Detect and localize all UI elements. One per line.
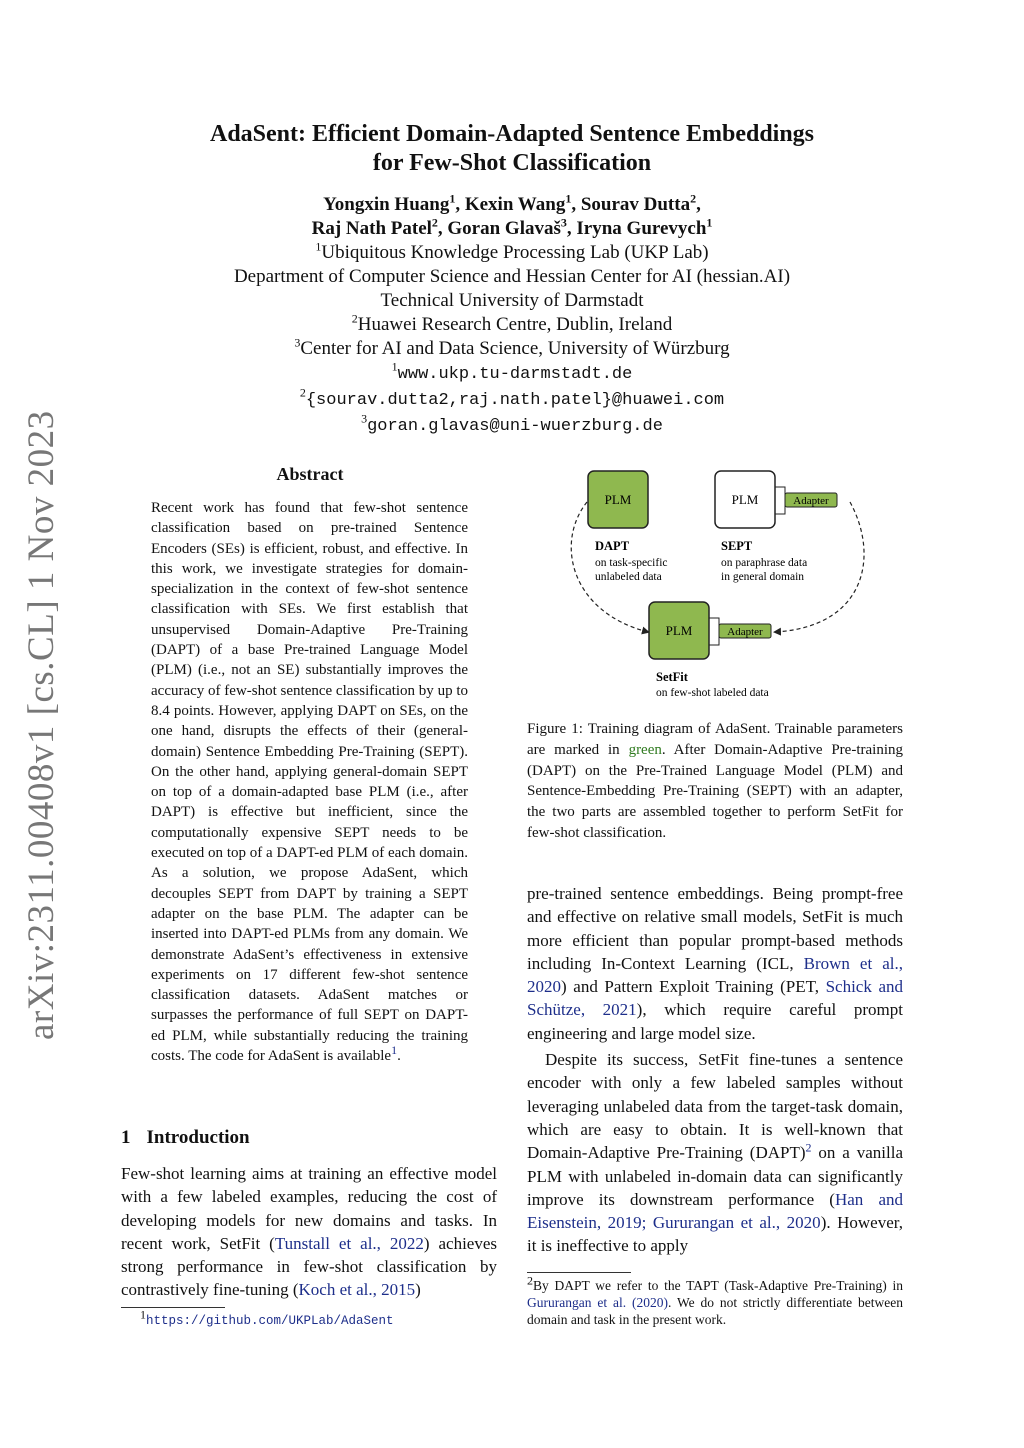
- author-name: , Sourav Dutta: [571, 194, 691, 215]
- author-line-2: [0, 217, 1024, 241]
- paragraph: [527, 882, 903, 1045]
- citation-link[interactable]: Tunstall et al., 2022: [274, 1233, 424, 1253]
- footnote-1: [140, 1307, 394, 1328]
- author-name: , Kexin Wang: [455, 194, 566, 215]
- caption-green-word: green: [628, 741, 662, 758]
- footnote-2: [527, 1273, 904, 1328]
- paragraph: [527, 1048, 903, 1258]
- citation-link[interactable]: Brown et al., 2020: [527, 953, 903, 997]
- footnote-number: 2: [527, 1273, 533, 1288]
- affil-mark: 1: [315, 239, 322, 254]
- repo-link[interactable]: https://github.com/UKPLab/AdaSent: [146, 1314, 394, 1328]
- abstract-end: .: [397, 1048, 401, 1065]
- footnote-marker[interactable]: 2: [805, 1140, 812, 1155]
- affil-mark: 3: [361, 411, 368, 426]
- body-text: pre-trained sentence embeddings. Being prompt-free and effective on relative small models, SetFit is much more efficient than popular prompt-based methods including In-Context Learning (ICL,: [527, 884, 903, 973]
- body-text: on a vanilla PLM with unlabeled in-domain data can significantly improve its downstream performance (: [527, 1143, 903, 1209]
- setfit-title: SetFit: [656, 670, 688, 684]
- affiliation-text: Center for AI and Data Science, University of Würzburg: [300, 338, 730, 359]
- affiliation-line: [0, 241, 1024, 265]
- abstract-heading: Abstract: [276, 464, 344, 484]
- plm-label: PLM: [731, 492, 759, 507]
- author-affil-mark: 2: [690, 191, 697, 206]
- title-line-1: AdaSent: Efficient Domain-Adapted Sentence Embeddings: [209, 121, 815, 147]
- sept-title: SEPT: [721, 539, 753, 553]
- footnote-marker[interactable]: 1: [391, 1043, 398, 1058]
- training-diagram: [560, 462, 880, 702]
- sept-desc: in general domain: [721, 571, 805, 583]
- caption-text: . After Domain-Adaptive Pre-training (DAPT) on the Pre-Trained Language Model (PLM) and Sentence-Embedding Pre-Training (SEPT) with an adapter, the two parts are assembled together to perform SetFit for few-shot classification.: [527, 741, 903, 841]
- author-name: Yongxin Huang: [323, 194, 450, 215]
- section-heading: [121, 1127, 250, 1149]
- caption-text: Figure 1: Training diagram of AdaSent. Trainable parameters are marked in: [527, 721, 903, 758]
- email-address[interactable]: {sourav.dutta2,raj.nath.patel}@huawei.com: [305, 391, 725, 410]
- plm-label: PLM: [604, 492, 632, 507]
- dapt-title: DAPT: [595, 539, 630, 553]
- plm-label: PLM: [665, 623, 693, 638]
- body-text: ). However, it is ineffective to apply: [527, 1213, 903, 1256]
- email-address[interactable]: goran.glavas@uni-wuerzburg.de: [367, 417, 663, 436]
- affiliation-text: Department of Computer Science and Hessian Center for AI (hessian.AI): [233, 266, 791, 287]
- affiliation-text: Ubiquitous Knowledge Processing Lab (UKP Lab): [321, 242, 709, 263]
- affiliation-text: Huawei Research Centre, Dublin, Ireland: [357, 314, 673, 335]
- body-text: Despite its success, SetFit fine-tunes a sentence encoder with only a few labeled samples without leveraging unlabeled data from the target-task domain, which are easy to obtain. It is well-known that Domain-Adaptive Pre-Training (DAPT): [527, 1050, 903, 1163]
- body-text: ), which require careful prompt engineering and large model size.: [527, 1000, 903, 1043]
- affiliation-line: [0, 289, 1024, 313]
- affiliation-line: [0, 265, 1024, 289]
- author-line-1: [0, 193, 1024, 217]
- section-title: Introduction: [146, 1127, 250, 1148]
- affiliations: [0, 241, 1024, 439]
- adapter-connector: [775, 487, 785, 514]
- author-affil-mark: 1: [565, 191, 572, 206]
- affil-mark: 2: [351, 311, 358, 326]
- author-affil-mark: 2: [431, 215, 438, 230]
- arxiv-stamp: arXiv:2311.00408v1 [cs.CL] 1 Nov 2023: [21, 410, 62, 1040]
- body-text: ): [415, 1280, 421, 1300]
- abstract-text: Recent work has found that few-shot sentence classification based on pre-trained Sentence Encoders (SEs) is efficient, robust, and effective. In this work, we investigate strategies for domain-specialization in the context of few-shot sentence classification with SEs. We first establish that unsupervised Domain-Adaptive Pre-Training (DAPT) of a base Pre-trained Language Model (PLM) (i.e., not an SE) substantially improves the accuracy of few-shot sentence classification by up to 8.4 points. However, applying DAPT on SEs, on the one hand, disrupts the effects of their (general-domain) Sentence Embedding Pre-Training (SEPT). On the other hand, applying general-domain SEPT on top of a domain-adapted base PLM (i.e., after DAPT) is effective but inefficient, since the computationally expensive SEPT needs to be executed on top of a DAPT-ed PLM of each domain. As a solution, we propose AdaSent, which decouples SEPT from DAPT by training a SEPT adapter on the base PLM. The adapter can be inserted into DAPT-ed PLMs from any domain. We demonstrate AdaSent’s effectiveness in extensive experiments on 17 different few-shot sentence classification datasets. AdaSent matches or surpasses the performance of full SEPT on DAPT-ed PLM, while substantially reducing the training costs. The code for AdaSent is available: [151, 500, 468, 1065]
- dapt-desc: on task-specific: [595, 557, 668, 569]
- intro-right-column: [527, 882, 903, 1258]
- author-name: Raj Nath Patel: [311, 218, 432, 239]
- section-number: 1: [121, 1127, 131, 1148]
- author-affil-mark: 1: [449, 191, 456, 206]
- affiliation-line: [0, 337, 1024, 361]
- paper-title: [0, 120, 1024, 178]
- footnote-rule: [527, 1272, 631, 1273]
- affil-mark: 1: [391, 359, 398, 374]
- body-text: ) and Pattern Exploit Training (PET,: [561, 977, 826, 997]
- affiliation-line: [0, 413, 1024, 439]
- author-name: , Iryna Gurevych: [566, 218, 707, 239]
- author-list: [0, 193, 1024, 241]
- website-link[interactable]: www.ukp.tu-darmstadt.de: [397, 365, 633, 384]
- setfit-desc: on few-shot labeled data: [656, 687, 769, 699]
- dapt-desc: unlabeled data: [595, 571, 662, 583]
- footnote-rule: [121, 1307, 225, 1308]
- author-name: , Goran Glavaš: [437, 218, 561, 239]
- adapter-label: Adapter: [793, 495, 829, 507]
- body-text: ) achieves strong performance in few-shot classification by contrastively fine-tuning (: [121, 1233, 498, 1300]
- affiliation-line: [0, 387, 1024, 413]
- affil-mark: 2: [299, 385, 306, 400]
- footnote-text: . We do not strictly differentiate between domain and task in the present work.: [527, 1295, 904, 1327]
- author-affil-mark: 3: [560, 215, 567, 230]
- affil-mark: 3: [294, 335, 301, 350]
- author-separator: ,: [696, 194, 701, 215]
- adapter-connector: [709, 618, 719, 645]
- intro-left-column: [121, 1162, 497, 1302]
- citation-link[interactable]: Koch et al., 2015: [298, 1280, 416, 1300]
- affiliation-text: Technical University of Darmstadt: [380, 290, 644, 311]
- affiliation-line: [0, 361, 1024, 387]
- abstract-body: [151, 498, 468, 1066]
- paragraph: [121, 1162, 497, 1302]
- author-affil-mark: 1: [706, 215, 713, 230]
- adapter-label: Adapter: [727, 626, 763, 638]
- title-line-2: for Few-Shot Classification: [372, 150, 652, 176]
- citation-link[interactable]: Han and Eisenstein, 2019; Gururangan et al., 2020: [527, 1189, 903, 1233]
- citation-link[interactable]: Gururangan et al. (2020): [527, 1295, 668, 1310]
- figure-caption: [527, 719, 903, 844]
- footnote-number: 1: [140, 1307, 146, 1322]
- affiliation-line: [0, 313, 1024, 337]
- footnote-text: By DAPT we refer to the TAPT (Task-Adaptive Pre-Training) in: [533, 1278, 903, 1293]
- body-text: Few-shot learning aims at training an effective model with a few labeled examples, reducing the cost of developing models for new domains and tasks. In recent work, SetFit (: [121, 1164, 497, 1253]
- sept-desc: on paraphrase data: [721, 557, 808, 569]
- citation-link[interactable]: Schick and Schütze, 2021: [527, 977, 903, 1020]
